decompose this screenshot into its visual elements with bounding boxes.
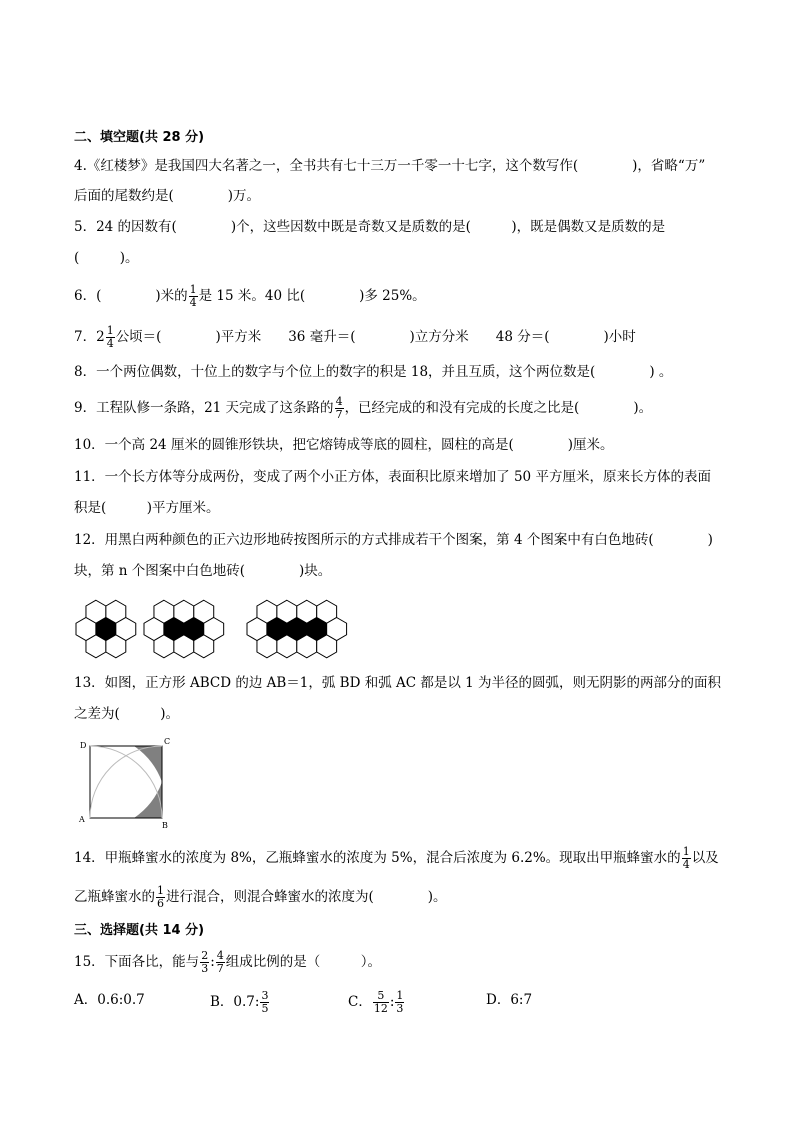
question-12-line-1: 12．用黑白两种颜色的正六边形地砖按图所示的方式排成若干个图案，第 4 个图案中有白色地砖( ): [74, 532, 713, 548]
option-c-text: C．: [348, 994, 372, 1010]
white-hexagon-tile: [327, 618, 347, 641]
fraction: [200, 950, 209, 975]
question-14-line-2: [74, 885, 447, 910]
shaded-regions: [134, 746, 162, 818]
label-a: A: [79, 815, 85, 824]
black-hexagon-tile: [184, 618, 204, 641]
black-hexagon-tile: [287, 618, 307, 641]
fraction: [260, 990, 269, 1015]
section-3-title: 三、选择题(共 14 分): [74, 923, 205, 938]
question-6-text-a: 6．( )米的: [74, 288, 188, 304]
question-11-line-2: 积是( )平方厘米。: [74, 500, 220, 516]
hexagon-tile-figure: [72, 594, 382, 664]
fraction-numerator: 5: [373, 990, 389, 1003]
white-hexagon-tile: [116, 618, 136, 641]
fraction-denominator: 7: [335, 408, 343, 421]
fraction-numerator: 4: [335, 395, 343, 408]
question-6: [74, 284, 426, 309]
question-14-text-d: 进行混合，则混合蜂蜜水的浓度为( )。: [166, 889, 447, 905]
fraction: [335, 396, 344, 421]
black-hexagon-tile: [267, 618, 287, 641]
question-7-text-b: 公顷＝( )平方米 36 毫升＝( )立方分米 48 分＝( )小时: [115, 329, 636, 345]
question-12-line-2: 块，第 n 个图案中白色地砖( )块。: [74, 563, 332, 579]
fraction-denominator: 4: [106, 337, 114, 350]
question-5-line-1: 5．24 的因数有( )个，这些因数中既是奇数又是质数的是( )，既是偶数又是质数的是: [74, 219, 666, 235]
black-hexagon-tile: [307, 618, 327, 641]
question-7-text-a: 7．2: [74, 329, 105, 345]
square-arc-figure: [76, 734, 176, 830]
fraction-numerator: 4: [216, 949, 224, 962]
white-hexagon-tile: [76, 618, 96, 641]
option-c[interactable]: [348, 990, 405, 1015]
ratio-colon: :: [210, 954, 215, 970]
question-14-text-c: 乙瓶蜂蜜水的: [74, 889, 155, 905]
label-b: B: [162, 821, 168, 830]
question-9-text-b: ，已经完成的和没有完成的长度之比是( )。: [344, 400, 653, 416]
question-14-text-a: 14．甲瓶蜂蜜水的浓度为 8%，乙瓶蜂蜜水的浓度为 5%，混合后浓度为 6.2%。现取出甲瓶蜂蜜水的: [74, 850, 681, 866]
white-hexagon-tile: [247, 618, 267, 641]
question-4-line-2: 后面的尾数约是( )万。: [74, 188, 261, 204]
question-6-text-b: 是 15 米。40 比( )多 25%。: [198, 288, 426, 304]
fraction: [189, 284, 198, 309]
white-hexagon-tile: [204, 618, 224, 641]
fraction: [216, 950, 225, 975]
fraction-denominator: 12: [373, 1002, 388, 1015]
question-8: 8．一个两位偶数，十位上的数字与个位上的数字的积是 18，并且互质，这个两位数是( ) 。: [74, 364, 673, 380]
question-9: [74, 396, 652, 421]
question-7: [74, 325, 636, 350]
question-15-text-a: 15．下面各比，能与: [74, 954, 200, 970]
fraction-numerator: 1: [157, 884, 164, 897]
option-a[interactable]: A．0.6:0.7: [74, 992, 145, 1008]
fraction-denominator: 3: [396, 1002, 404, 1015]
question-15: [74, 950, 381, 975]
option-d[interactable]: D．6:7: [486, 992, 533, 1008]
fraction-numerator: 1: [189, 283, 197, 296]
fraction-denominator: 4: [682, 858, 690, 871]
fraction: [395, 990, 404, 1015]
label-d: D: [80, 741, 87, 750]
question-4-line-1: 4.《红楼梦》是我国四大名著之一，全书共有七十三万一千零一十七字，这个数写作( )，省略“万”: [74, 158, 706, 174]
question-14-text-b: 以及: [691, 850, 719, 866]
fraction-numerator: 1: [396, 989, 404, 1002]
label-c: C: [164, 737, 171, 746]
fraction: [106, 325, 115, 350]
question-13-line-2: 之差为( )。: [74, 706, 180, 722]
question-5-line-2: ( )。: [74, 250, 139, 266]
fraction-numerator: 2: [201, 949, 209, 962]
fraction: [156, 885, 165, 910]
fraction-denominator: 6: [157, 897, 164, 910]
white-hexagon-tile: [144, 618, 164, 641]
option-b[interactable]: [210, 990, 270, 1015]
question-11-line-1: 11．一个长方体等分成两份，变成了两个小正方体，表面积比原来增加了 50 平方厘米，原来长方体的表面: [74, 469, 711, 485]
fraction-denominator: 5: [261, 1002, 269, 1015]
fraction: [682, 846, 691, 871]
black-hexagon-tile: [164, 618, 184, 641]
fraction-denominator: 7: [216, 962, 224, 975]
option-b-text: B．0.7:: [210, 994, 260, 1010]
fraction-numerator: 3: [261, 989, 269, 1002]
question-9-text-a: 9．工程队修一条路，21 天完成了这条路的: [74, 400, 334, 416]
black-hexagon-tile: [96, 618, 116, 641]
section-2-title: 二、填空题(共 28 分): [74, 130, 205, 145]
question-10: 10．一个高 24 厘米的圆锥形铁块，把它熔铸成等底的圆柱，圆柱的高是( )厘米。: [74, 437, 614, 453]
shaded-region-bottom: [134, 782, 162, 818]
fraction-denominator: 4: [189, 296, 197, 309]
fraction: [373, 990, 389, 1015]
ratio-colon: :: [389, 994, 395, 1010]
question-14-line-1: [74, 846, 719, 871]
fraction-denominator: 3: [201, 962, 209, 975]
question-15-text-b: 组成比例的是（ ）。: [225, 954, 381, 970]
question-13-line-1: 13．如图，正方形 ABCD 的边 AB＝1，弧 BD 和弧 AC 都是以 1 为半径的圆弧，则无阴影的两部分的面积: [74, 675, 722, 691]
fraction-numerator: 1: [106, 324, 114, 337]
fraction-numerator: 1: [682, 845, 690, 858]
